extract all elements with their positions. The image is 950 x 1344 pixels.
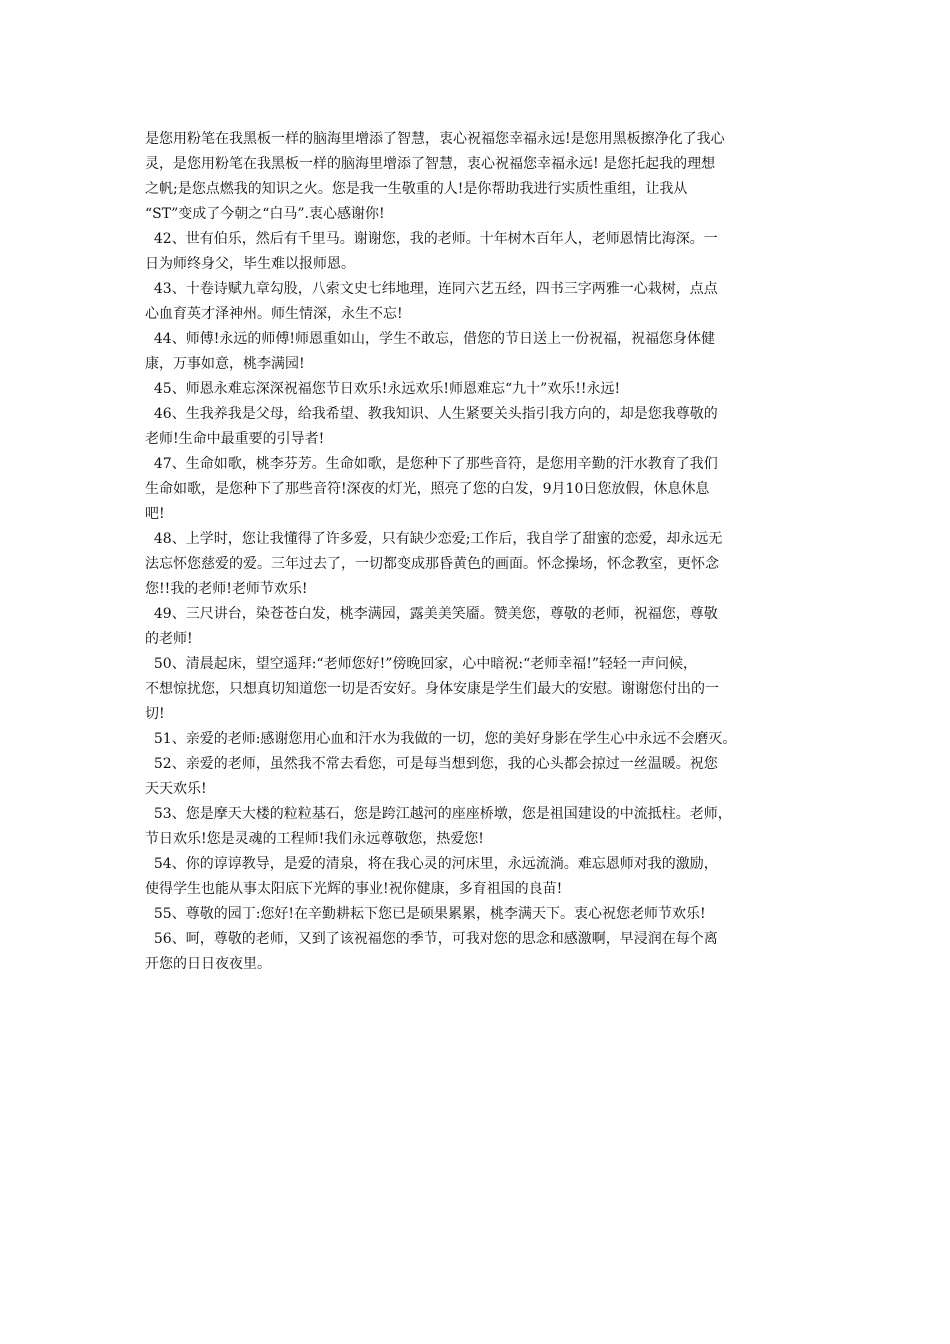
document-body <box>145 127 825 977</box>
text-line: 吧! <box>145 506 165 522</box>
text-line: 不想惊扰您，只想真切知道您一切是否安好。身体安康是学生们最大的安慰。谢谢您付出的一 <box>145 681 719 697</box>
text-line: 切! <box>145 706 165 722</box>
text-line: 46、生我养我是父母，给我希望、教我知识、人生紧要关头指引我方向的，却是您我尊敬的 <box>145 406 718 422</box>
text-line: “ST”变成了今朝之“白马”.衷心感谢你! <box>145 206 385 222</box>
text-line: 的老师! <box>145 631 193 647</box>
text-line: 45、师恩永难忘深深祝福您节日欢乐!永远欢乐!师恩难忘“九十”欢乐!!永远! <box>145 381 621 397</box>
text-line: 您!!我的老师!老师节欢乐! <box>145 581 308 597</box>
text-line: 42、世有伯乐，然后有千里马。谢谢您，我的老师。十年树木百年人，老师恩情比海深。一 <box>145 231 718 247</box>
text-line: 使得学生也能从事太阳底下光辉的事业!祝你健康，多育祖国的良苗! <box>145 881 563 897</box>
text-line: 55、尊敬的园丁:您好!在辛勤耕耘下您已是硕果累累，桃李满天下。衷心祝您老师节欢乐! <box>145 906 706 922</box>
text-line: 康，万事如意，桃李满园! <box>145 356 305 372</box>
text-line: 53、您是摩天大楼的粒粒基石，您是跨江越河的座座桥墩，您是祖国建设的中流抵柱。老师， <box>145 806 732 822</box>
text-line: 日为师终身父，毕生难以报师恩。 <box>145 256 355 272</box>
text-line: 老师!生命中最重要的引导者! <box>145 431 325 447</box>
text-line: 节日欢乐!您是灵魂的工程师!我们永远尊敬您，热爱您! <box>145 831 484 847</box>
text-line: 心血育英才泽神州。师生情深，永生不忘! <box>145 306 403 322</box>
text-line: 灵，是您用粉笔在我黑板一样的脑海里增添了智慧，衷心祝福您幸福永远! 是您托起我的理想 <box>145 156 716 172</box>
text-line: 43、十卷诗赋九章勾股，八索文史七纬地理，连同六艺五经，四书三字两雅一心栽树，点点 <box>145 281 718 297</box>
text-line: 44、师傅!永远的师傅!师恩重如山，学生不敢忘，借您的节日送上一份祝福，祝福您身体健 <box>145 331 715 347</box>
text-line: 52、亲爱的老师，虽然我不常去看您，可是每当想到您，我的心头都会掠过一丝温暖。祝您 <box>145 756 718 772</box>
text-line: 48、上学时，您让我懂得了许多爱，只有缺少恋爱;工作后，我自学了甜蜜的恋爱，却永远无 <box>145 531 723 547</box>
text-line: 生命如歌，是您种下了那些音符!深夜的灯光，照亮了您的白发，9月10日您放假，休息休息 <box>145 481 710 497</box>
text-line: 47、生命如歌，桃李芬芳。生命如歌，是您种下了那些音符，是您用辛勤的汗水教育了我们 <box>145 456 718 472</box>
text-line: 50、清晨起床，望空遥拜:“老师您好!”傍晚回家，心中暗祝:“老师幸福!”轻轻一声问候， <box>145 656 698 672</box>
text-line: 法忘怀您慈爱的爱。三年过去了，一切都变成那昏黄色的画面。怀念操场，怀念教室，更怀念 <box>145 556 719 572</box>
text-line: 56、呵，尊敬的老师，又到了该祝福您的季节，可我对您的思念和感激啊，早浸润在每个离 <box>145 931 718 947</box>
text-line: 天天欢乐! <box>145 781 207 797</box>
text-line: 开您的日日夜夜里。 <box>145 956 271 972</box>
text-line: 51、亲爱的老师:感谢您用心血和汗水为我做的一切，您的美好身影在学生心中永远不会磨灭。 <box>145 731 737 747</box>
text-line: 之帆;是您点燃我的知识之火。您是我一生敬重的人!是你帮助我进行实质性重组，让我从 <box>145 181 688 197</box>
text-line: 54、你的谆谆教导，是爱的清泉，将在我心灵的河床里，永远流淌。难忘恩师对我的激励， <box>145 856 718 872</box>
text-line: 49、三尺讲台，染苍苍白发，桃李满园，露美美笑靥。赞美您，尊敬的老师，祝福您，尊敬 <box>145 606 718 622</box>
text-line: 是您用粉笔在我黑板一样的脑海里增添了智慧，衷心祝福您幸福永远!是您用黑板擦净化了我心 <box>145 131 725 147</box>
